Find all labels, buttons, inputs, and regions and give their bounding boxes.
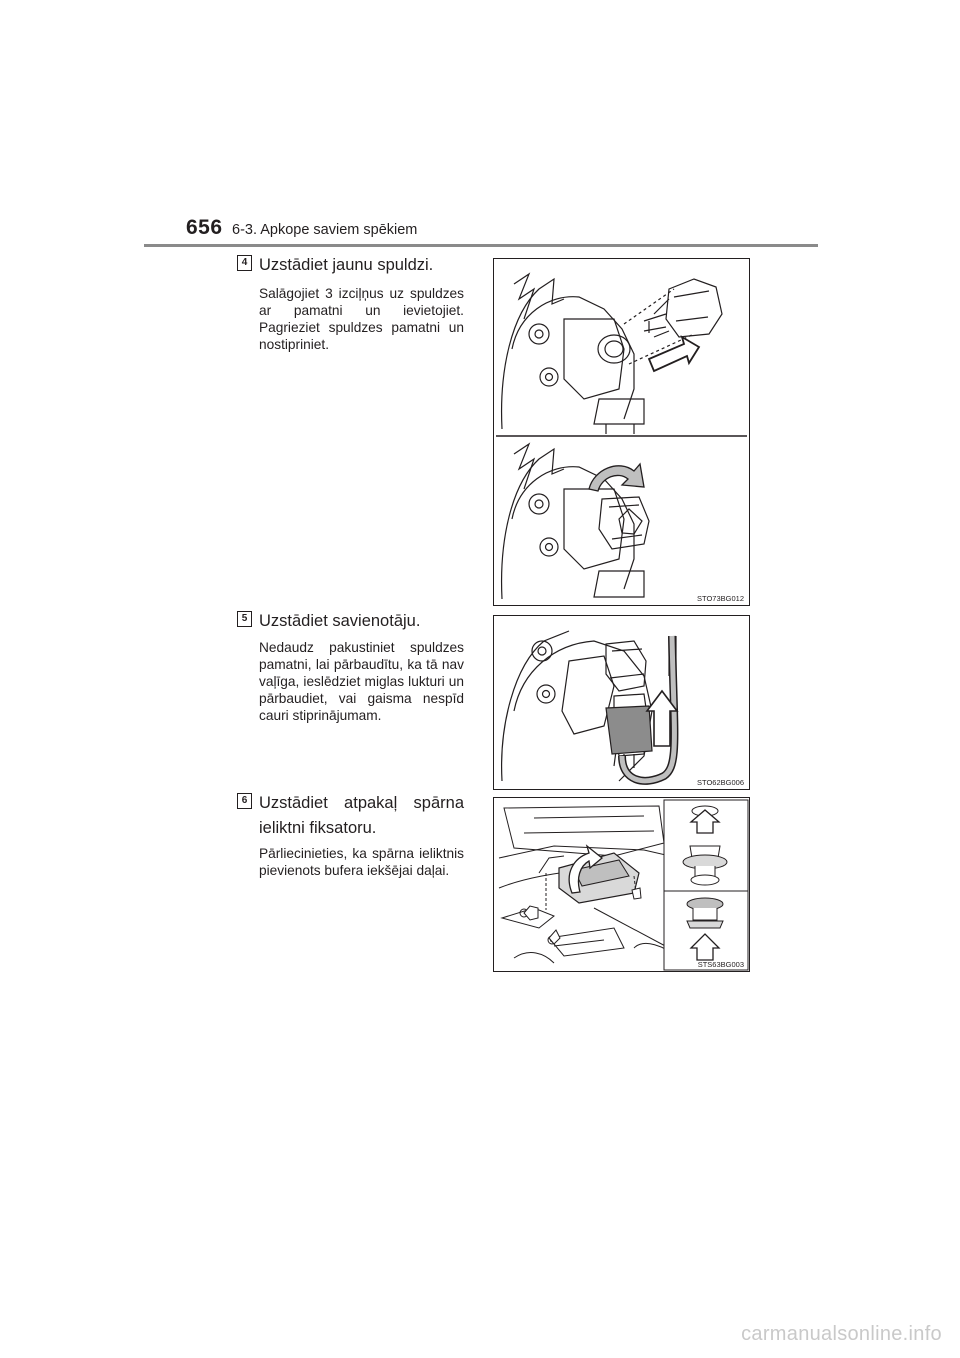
figure-bulb-install [493, 258, 750, 606]
step-heading-line1: Uzstādiet atpakaļ spārna [259, 794, 464, 812]
watermark-text[interactable]: carmanualsonline.info [741, 1323, 942, 1345]
header-divider [144, 244, 818, 247]
figure-code: STO62BG006 [697, 778, 744, 787]
step-body: Pārliecinieties, ka spārna ieliktnis pievienots bufera iekšējai daļai. [259, 846, 464, 878]
figure-code: STS63BG003 [697, 960, 744, 969]
bulb-install-illustration [494, 259, 749, 605]
fender-liner-illustration [494, 798, 749, 971]
figure-code: STO73BG012 [697, 594, 744, 603]
step-heading [259, 791, 464, 841]
step-number-badge: 4 [237, 255, 252, 271]
step-heading-line2: ieliktni fiksatoru. [259, 819, 377, 837]
step-number-badge: 5 [237, 611, 252, 627]
section-title: 6-3. Apkope saviem spēkiem [232, 222, 418, 238]
step-body: Nedaudz pakustiniet spuldzes pamatni, lai pārbaudītu, ka tā nav vaļīga, ieslēdziet miglas lukturi un pārbaudiet, vai gaisma nespīd cauri stiprinājumam. [259, 640, 464, 723]
connector-install-illustration [494, 616, 749, 789]
step-heading: Uzstādiet jaunu spuldzi. [259, 256, 434, 274]
figure-fender-liner-retainer [493, 797, 750, 972]
step-body: Salāgojiet 3 izciļņus uz spuldzes ar pamatni un ievietojiet. Pagrieziet spuldzes pamatni un nostipriniet. [259, 286, 464, 352]
figure-connector-install [493, 615, 750, 790]
page-number: 656 [186, 216, 223, 239]
step-heading: Uzstādiet savienotāju. [259, 612, 421, 630]
step-number-badge: 6 [237, 793, 252, 809]
